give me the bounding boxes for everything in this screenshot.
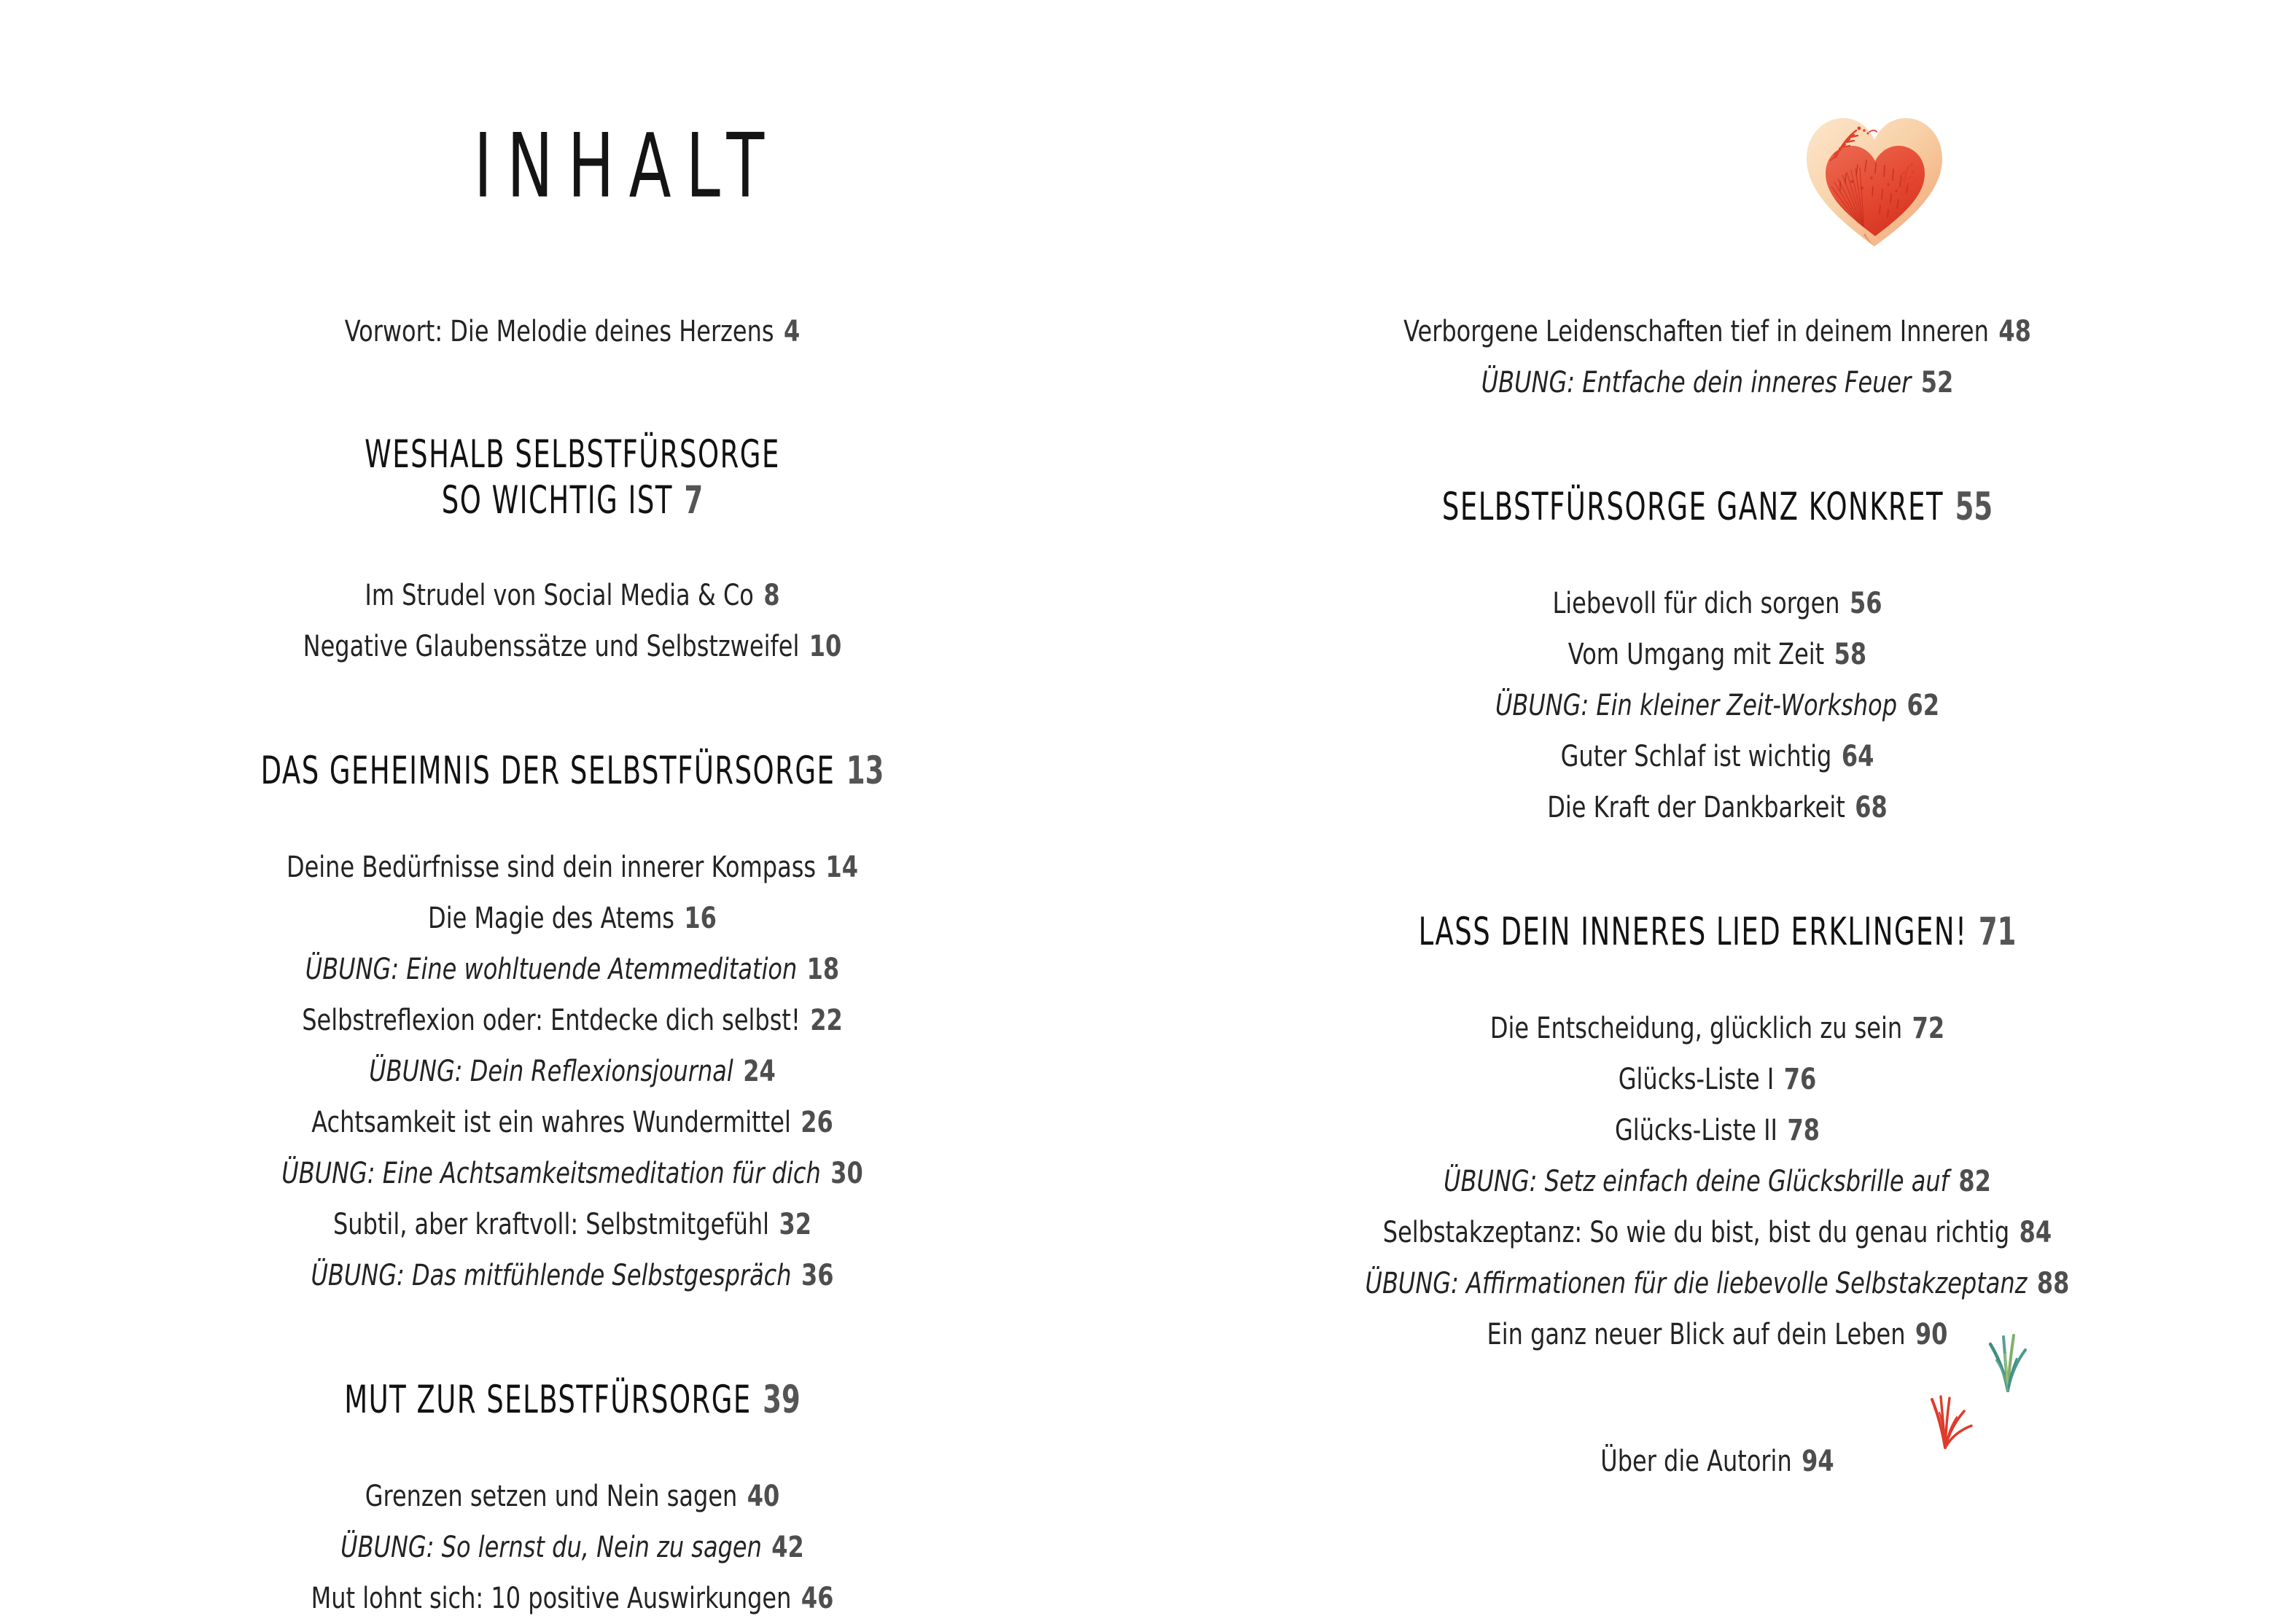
toc-spacer xyxy=(131,357,1013,427)
toc-chapter-line xyxy=(1374,909,2060,955)
toc-spacer xyxy=(131,1301,1013,1371)
toc-entry-label: ÜBUNG: Affirmationen für die liebevolle Selbstakzeptanz xyxy=(1365,1267,2028,1300)
toc-entry-label: Vorwort: Die Melodie deines Herzens xyxy=(344,315,774,348)
toc-entry-label: ÜBUNG: Eine Achtsamkeitsmeditation für dich xyxy=(281,1157,821,1190)
toc-spacer xyxy=(1254,1360,2181,1436)
toc-entry-label: ÜBUNG: Das mitfühlende Selbstgespräch xyxy=(311,1259,792,1292)
toc-sub-entry[interactable] xyxy=(1347,731,2088,782)
toc-sub-entry[interactable] xyxy=(1347,1105,2088,1156)
toc-entry-page-number: 16 xyxy=(684,902,717,935)
toc-entry-page-number: 71 xyxy=(1978,909,2017,954)
toc-spacer xyxy=(131,1429,1013,1471)
toc-chapter-entry[interactable] xyxy=(246,424,898,531)
toc-entry-page-number: 36 xyxy=(801,1259,834,1292)
toc-spacer xyxy=(131,528,1013,570)
toc-chapter-line xyxy=(1374,484,2060,530)
toc-exercise-entry[interactable] xyxy=(219,1148,925,1199)
toc-entry-label: Mut lohnt sich: 10 positive Auswirkungen xyxy=(311,1582,792,1615)
toc-sub-entry[interactable] xyxy=(1347,1436,2088,1487)
toc-entry-label: Vom Umgang mit Zeit xyxy=(1567,638,1825,671)
toc-entry-label: MUT ZUR SELBSTFÜRSORGE xyxy=(344,1377,752,1422)
toc-sub-entry[interactable] xyxy=(1347,782,2088,833)
toc-entry-label: Selbstakzeptanz: So wie du bist, bist du genau richtig xyxy=(1382,1216,2010,1249)
toc-entry-label: ÜBUNG: Eine wohltuende Atemmeditation xyxy=(305,953,798,986)
toc-sub-entry[interactable] xyxy=(1347,1207,2088,1258)
toc-column-left xyxy=(0,306,1145,1624)
toc-exercise-entry[interactable] xyxy=(219,1250,925,1301)
toc-entry-label: Liebevoll für dich sorgen xyxy=(1552,587,1840,620)
toc-chapter-line xyxy=(246,748,898,794)
toc-entry-page-number: 52 xyxy=(1920,366,1954,399)
toc-entry-label: Glücks-Liste II xyxy=(1615,1114,1777,1147)
toc-entry-page-number: 26 xyxy=(801,1106,833,1139)
toc-entry-label: Subtil, aber kraftvoll: Selbstmitgefühl xyxy=(332,1208,770,1241)
toc-sub-entry[interactable] xyxy=(219,893,925,944)
toc-entry-page-number: 62 xyxy=(1907,689,1940,722)
toc-entry-page-number: 48 xyxy=(1998,315,2031,348)
table-of-contents xyxy=(0,306,2290,1624)
toc-exercise-entry[interactable] xyxy=(1347,680,2088,731)
toc-entry-label: Im Strudel von Social Media & Co xyxy=(365,579,754,612)
toc-spacer xyxy=(1254,408,2181,478)
toc-sub-entry[interactable] xyxy=(219,621,925,672)
toc-sub-entry[interactable] xyxy=(219,995,925,1046)
toc-entry-label: Guter Schlaf ist wichtig xyxy=(1560,740,1832,773)
toc-entry-label: ÜBUNG: So lernst du, Nein zu sagen xyxy=(340,1531,762,1564)
toc-entry-label: SELBSTFÜRSORGE GANZ KONKRET xyxy=(1441,484,1944,529)
toc-sub-entry[interactable] xyxy=(1347,629,2088,680)
toc-exercise-entry[interactable] xyxy=(1347,1156,2088,1207)
toc-entry-label: DAS GEHEIMNIS DER SELBSTFÜRSORGE xyxy=(260,748,836,793)
toc-entry-label: Ein ganz neuer Blick auf dein Leben xyxy=(1487,1318,1906,1351)
toc-entry-label: Die Magie des Atems xyxy=(428,902,674,935)
toc-entry-page-number: 14 xyxy=(825,851,859,884)
toc-entry-page-number: 32 xyxy=(779,1208,812,1241)
toc-exercise-entry[interactable] xyxy=(1347,357,2088,408)
toc-chapter-line xyxy=(246,477,898,523)
toc-chapter-line xyxy=(246,432,898,477)
toc-entry-page-number: 76 xyxy=(1783,1063,1817,1096)
toc-entry-page-number: 46 xyxy=(801,1582,834,1615)
toc-sub-entry[interactable] xyxy=(219,842,925,893)
toc-entry-label: Über die Autorin xyxy=(1600,1445,1792,1478)
toc-chapter-entry[interactable] xyxy=(246,1370,898,1431)
toc-entry-label: Die Entscheidung, glücklich zu sein xyxy=(1489,1012,1903,1045)
toc-entry-page-number: 30 xyxy=(830,1157,863,1190)
toc-chapter-entry[interactable] xyxy=(246,741,898,802)
toc-entry-label: LASS DEIN INNERES LIED ERKLINGEN! xyxy=(1418,909,1968,954)
toc-entry-label: ÜBUNG: Dein Reflexionsjournal xyxy=(369,1055,733,1088)
page-title: INHALT xyxy=(474,114,779,218)
toc-entry-page-number: 22 xyxy=(810,1004,843,1037)
toc-entry-page-number: 90 xyxy=(1915,1318,1948,1351)
toc-entry-label: Glücks-Liste I xyxy=(1618,1063,1775,1096)
toc-entry-label: WESHALB SELBSTFÜRSORGE xyxy=(365,432,780,477)
toc-sub-entry[interactable] xyxy=(219,1199,925,1250)
heart-illustration xyxy=(1802,111,1948,249)
toc-entry-page-number: 39 xyxy=(763,1377,801,1422)
toc-exercise-entry[interactable] xyxy=(219,944,925,995)
toc-exercise-entry[interactable] xyxy=(219,1522,925,1573)
toc-entry-label: Die Kraft der Dankbarkeit xyxy=(1547,791,1845,824)
toc-entry-page-number: 84 xyxy=(2019,1216,2052,1249)
toc-sub-entry[interactable] xyxy=(219,1097,925,1148)
toc-entry-label: Selbstreflexion oder: Entdecke dich selbst! xyxy=(302,1004,801,1037)
toc-spacer xyxy=(1254,833,2181,903)
toc-entry-page-number: 68 xyxy=(1855,791,1888,824)
toc-entry-page-number: 58 xyxy=(1834,638,1867,671)
toc-sub-entry[interactable] xyxy=(219,306,925,357)
toc-sub-entry[interactable] xyxy=(219,570,925,621)
toc-sub-entry[interactable] xyxy=(1347,578,2088,629)
toc-spacer xyxy=(1254,536,2181,578)
toc-spacer xyxy=(131,672,1013,742)
toc-chapter-line xyxy=(246,1377,898,1423)
toc-column-right xyxy=(1145,306,2290,1487)
toc-entry-page-number: 56 xyxy=(1850,587,1882,620)
toc-entry-label: Achtsamkeit ist ein wahres Wundermittel xyxy=(311,1106,791,1139)
toc-entry-page-number: 72 xyxy=(1912,1012,1945,1045)
toc-entry-label: SO WICHTIG IST xyxy=(441,477,673,523)
toc-chapter-entry[interactable] xyxy=(1374,902,2060,963)
toc-entry-page-number: 64 xyxy=(1841,740,1874,773)
toc-entry-page-number: 4 xyxy=(783,315,801,348)
toc-sub-entry[interactable] xyxy=(1347,306,2088,357)
toc-entry-label: ÜBUNG: Entfache dein inneres Feuer xyxy=(1481,366,1912,399)
toc-sub-entry[interactable] xyxy=(1347,1003,2088,1054)
toc-entry-page-number: 55 xyxy=(1955,484,1993,529)
toc-entry-page-number: 8 xyxy=(763,579,780,612)
toc-entry-label: Verborgene Leidenschaften tief in deinem Inneren xyxy=(1403,315,1989,348)
toc-entry-page-number: 10 xyxy=(809,630,842,663)
toc-entry-page-number: 13 xyxy=(846,748,884,793)
toc-entry-page-number: 40 xyxy=(747,1480,780,1513)
toc-entry-page-number: 7 xyxy=(684,477,704,523)
toc-sub-entry[interactable] xyxy=(219,1573,925,1624)
toc-entry-page-number: 18 xyxy=(806,953,840,986)
toc-entry-page-number: 82 xyxy=(1958,1165,1991,1198)
toc-chapter-entry[interactable] xyxy=(1374,477,2060,538)
toc-spacer xyxy=(131,800,1013,842)
toc-entry-page-number: 42 xyxy=(771,1531,804,1564)
toc-sub-entry[interactable] xyxy=(1347,1054,2088,1105)
toc-exercise-entry[interactable] xyxy=(219,1046,925,1097)
toc-spacer xyxy=(1254,961,2181,1003)
toc-entry-page-number: 78 xyxy=(1787,1114,1820,1147)
toc-entry-label: Negative Glaubenssätze und Selbstzweifel xyxy=(303,630,800,663)
toc-entry-label: ÜBUNG: Ein kleiner Zeit-Workshop xyxy=(1495,689,1898,722)
toc-entry-label: ÜBUNG: Setz einfach deine Glücksbrille auf xyxy=(1444,1165,1949,1198)
toc-entry-page-number: 24 xyxy=(743,1055,776,1088)
toc-entry-page-number: 94 xyxy=(1802,1445,1834,1478)
toc-entry-page-number: 88 xyxy=(2036,1267,2070,1300)
toc-entry-label: Grenzen setzen und Nein sagen xyxy=(365,1480,738,1513)
toc-entry-label: Deine Bedürfnisse sind dein innerer Kompass xyxy=(286,851,817,884)
toc-sub-entry[interactable] xyxy=(219,1471,925,1522)
toc-sub-entry[interactable] xyxy=(1347,1309,2088,1360)
toc-exercise-entry[interactable] xyxy=(1347,1258,2088,1309)
